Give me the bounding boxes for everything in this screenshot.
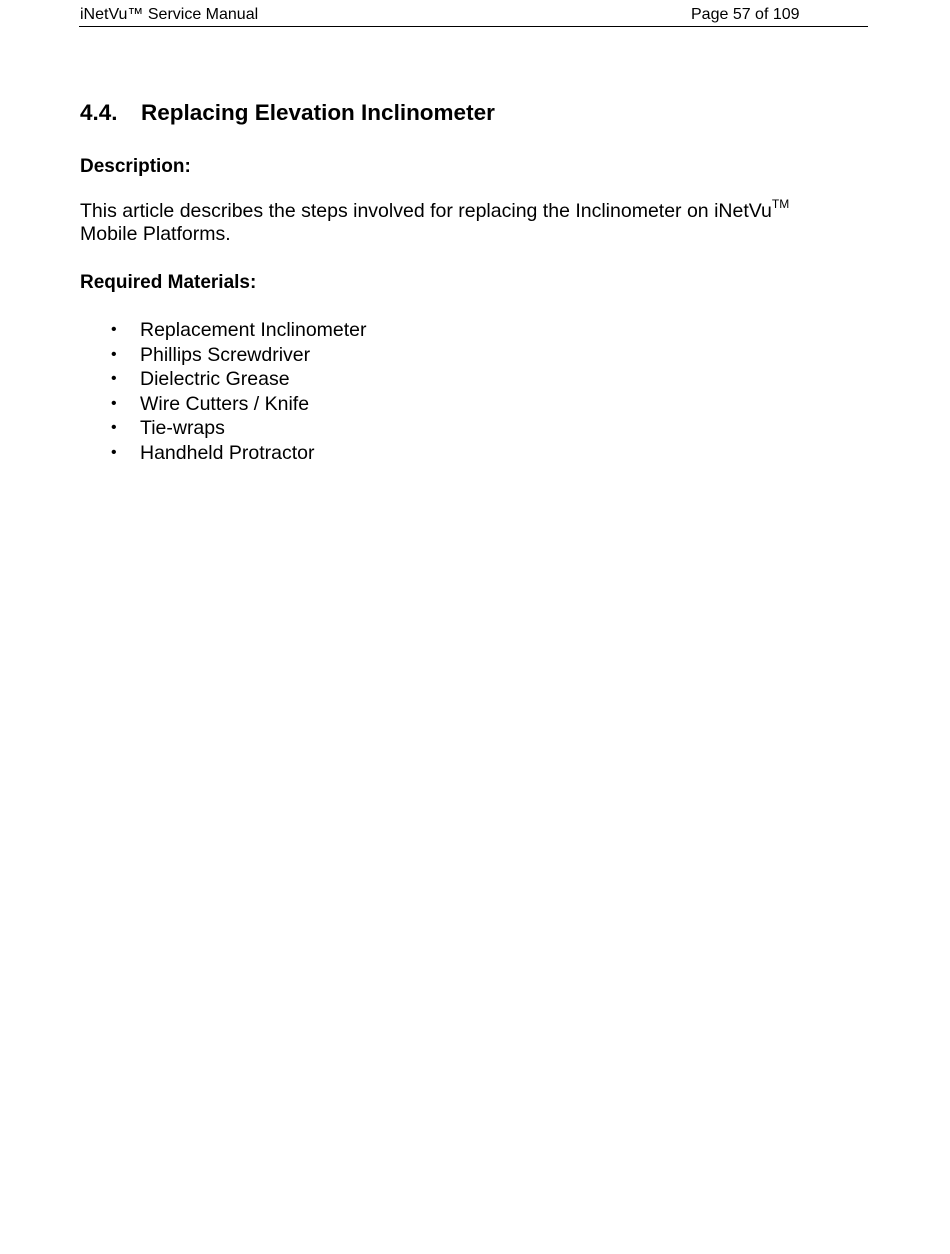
bullet-icon: •	[111, 370, 117, 387]
list-item-text: Tie-wraps	[140, 417, 225, 439]
section-title-text: Replacing Elevation Inclinometer	[141, 100, 495, 125]
description-paragraph	[80, 196, 860, 246]
description-heading: Description:	[80, 156, 191, 177]
header-page-number: Page 57 of 109	[691, 6, 800, 23]
list-item-text: Wire Cutters / Knife	[140, 392, 310, 415]
bullet-icon: •	[111, 345, 117, 363]
trademark-superscript: TM	[771, 196, 790, 211]
description-text-continuation: Mobile Platforms.	[80, 223, 231, 245]
bullet-icon: •	[111, 443, 117, 461]
required-materials-heading: Required Materials:	[80, 272, 257, 293]
bullet-icon: •	[111, 419, 117, 436]
description-text: This article describes the steps involved for replacing the Inclinometer on iNetVu	[80, 200, 772, 222]
bullet-icon: •	[111, 394, 117, 412]
section-title	[80, 99, 495, 127]
bullet-icon: •	[111, 321, 117, 338]
header-document-title: iNetVu™ Service Manual	[80, 6, 259, 23]
list-item-text: Phillips Screwdriver	[140, 343, 311, 366]
list-item-text: Replacement Inclinometer	[140, 319, 367, 341]
list-item-text: Handheld Protractor	[140, 441, 315, 464]
list-item-text: Dielectric Grease	[140, 368, 290, 390]
section-number: 4.4.	[80, 100, 118, 125]
page-header	[79, 4, 868, 27]
